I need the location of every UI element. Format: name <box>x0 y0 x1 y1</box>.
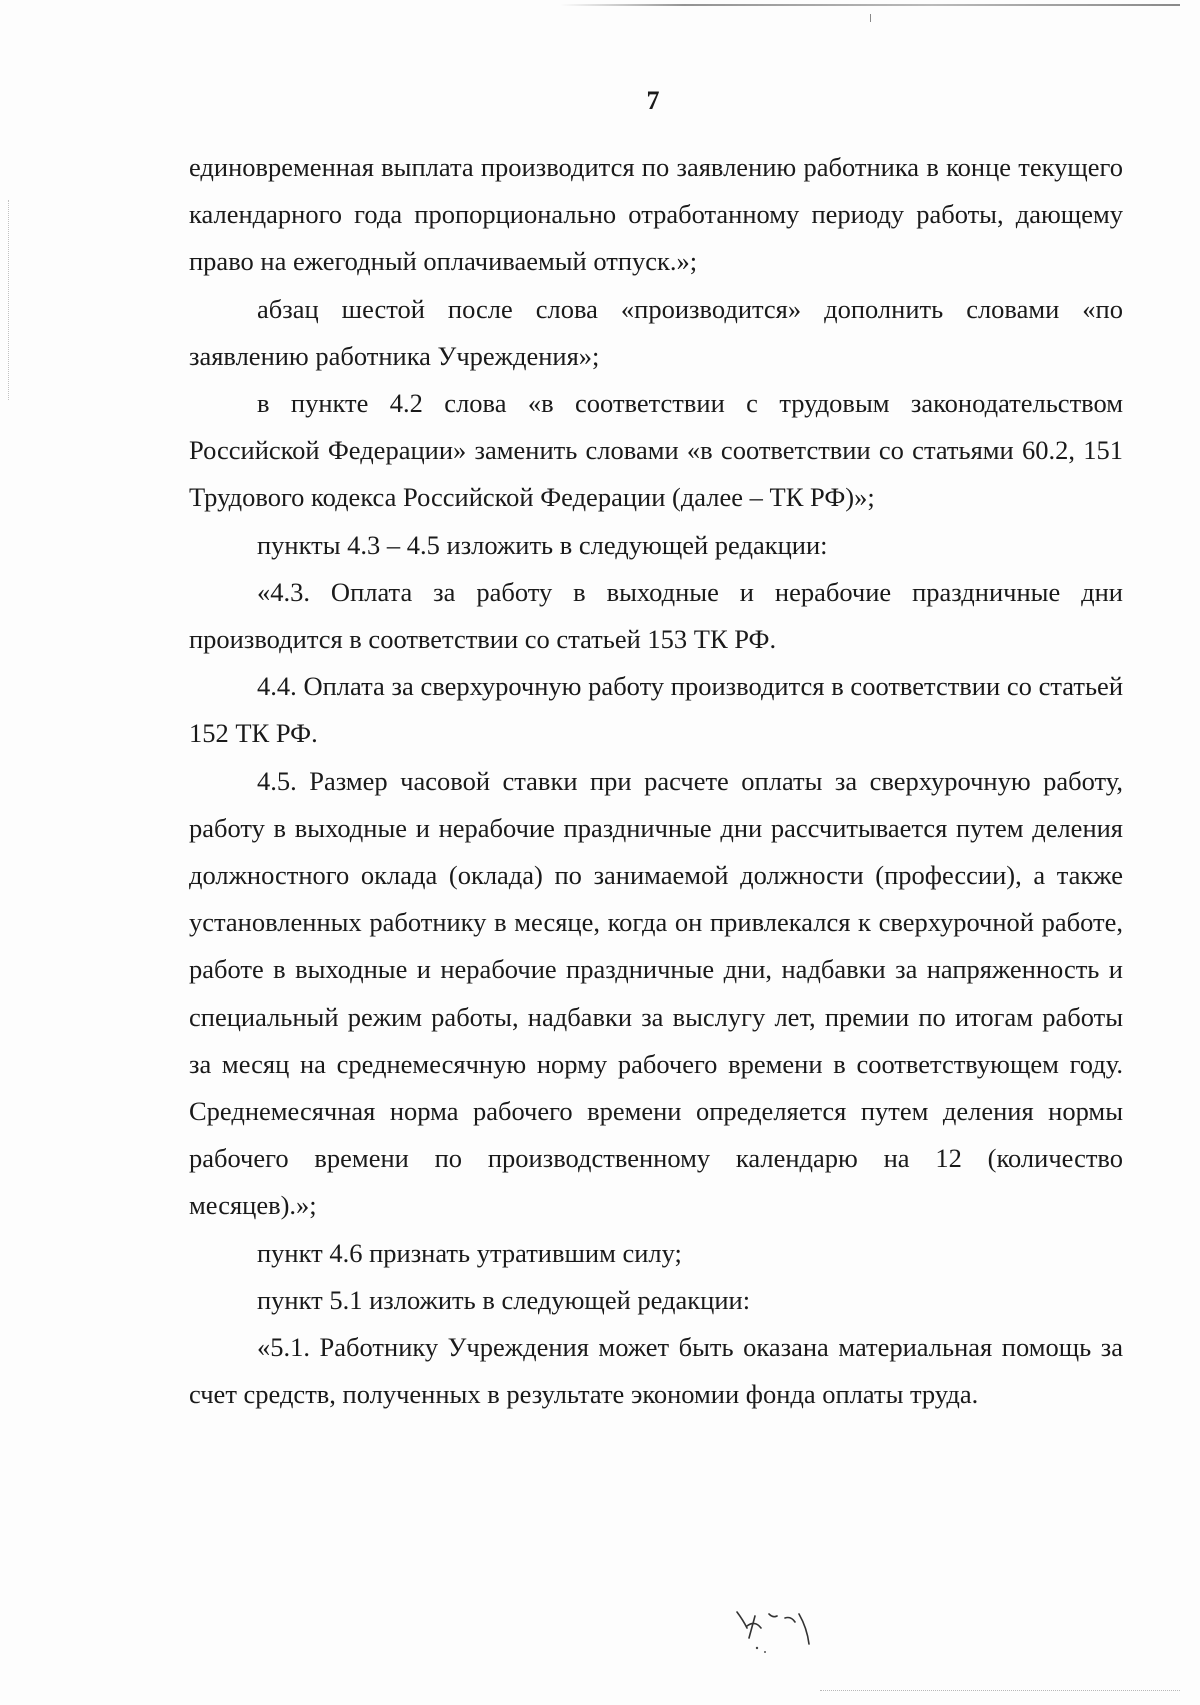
scan-mark <box>870 14 871 22</box>
paragraph: пункт 4.6 признать утратившим силу; <box>257 1237 682 1268</box>
paragraph: пункт 5.1 изложить в следующей редакции: <box>257 1284 751 1315</box>
document-body <box>189 144 1123 1418</box>
paragraph: единовременная выплата производится по заявлению работника в конце текущего календарного года пропорционально отработанному периоду работы, дающему право на ежегодный оплачиваемый отпуск.»; <box>189 152 1123 277</box>
initials-mark <box>725 1598 835 1658</box>
paragraph: 4.5. Размер часовой ставки при расчете оплаты за сверхурочную работу, работу в выходные и нерабочие праздничные дни рассчитывается путем деления должностного оклада (оклада) по занимаемой должности (профессии), а также установленных работнику в месяце, когда он привлекался к сверхурочной работе, работе в выходные и нерабочие праздничные дни, надбавки за напряженность и специальный режим работы, надбавки за выслугу лет, премии по итогам работы за месяц на среднемесячную норму рабочего времени в соответствующем году. Среднемесячная норма рабочего времени определяется путем деления нормы рабочего времени по производственному календарю на 12 (количество месяцев).»; <box>189 765 1123 1221</box>
scan-edge-artifact <box>820 1690 1180 1693</box>
scan-edge-artifact <box>560 4 1180 6</box>
paragraph: в пункте 4.2 слова «в соответствии с трудовым законодательством Российской Федерации» заменить словами «в соответствии со статьями 60.2, 151 Трудового кодекса Российской Федерации (далее – ТК РФ)»; <box>189 388 1123 513</box>
paragraph: 4.4. Оплата за сверхурочную работу производится в соответствии со статьей 152 ТК РФ. <box>189 671 1123 749</box>
paragraph: абзац шестой после слова «производится» дополнить словами «по заявлению работника Учреждения»; <box>189 293 1123 371</box>
paragraph: «4.3. Оплата за работу в выходные и нерабочие праздничные дни производится в соответствии со статьей 153 ТК РФ. <box>189 576 1123 655</box>
paragraph: пункты 4.3 – 4.5 изложить в следующей редакции: <box>257 529 828 560</box>
page-number: 7 <box>646 86 660 115</box>
paragraph: «5.1. Работнику Учреждения может быть оказана материальная помощь за счет средств, полученных в результате экономии фонда оплаты труда. <box>189 1332 1123 1410</box>
scan-edge-artifact <box>8 200 10 400</box>
